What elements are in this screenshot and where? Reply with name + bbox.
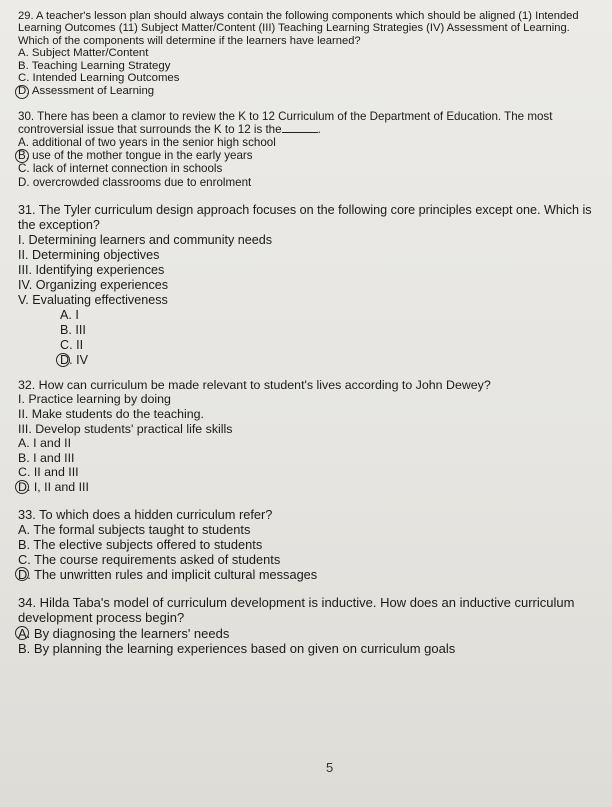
principle-3: III. Develop students' practical life skills xyxy=(18,421,233,436)
principle-4: IV. Organizing experiences xyxy=(18,277,169,292)
principle-5: V. Evaluating effectiveness xyxy=(18,292,168,307)
principle-1: I. Practice learning by doing xyxy=(18,392,171,407)
option-c: C. II xyxy=(60,337,84,352)
option-d-circled: D. The unwritten rules and implicit cultural messages xyxy=(18,567,598,582)
answer-blank xyxy=(282,123,318,133)
option-c: C. lack of internet connection in schools xyxy=(18,162,223,176)
option-a: A. The formal subjects taught to students xyxy=(18,521,251,537)
question-32 xyxy=(18,378,598,495)
principle-1: I. Determining learners and community needs xyxy=(18,232,273,247)
option-b: B. The elective subjects offered to students xyxy=(18,536,263,552)
option-c: C. Intended Learning Outcomes xyxy=(18,72,180,85)
question-stem: 33. To which does a hidden curriculum refer? xyxy=(18,506,273,522)
question-31 xyxy=(18,203,598,368)
option-b: B. Teaching Learning Strategy xyxy=(18,59,171,72)
option-d: D. overcrowded classrooms due to enrolment xyxy=(18,175,252,189)
stem-end: . xyxy=(317,122,321,136)
question-30 xyxy=(18,110,598,189)
option-a: A. I xyxy=(60,307,79,322)
question-stem: 32. How can curriculum be made relevant to student's lives according to John Dewey? xyxy=(18,377,491,392)
question-34 xyxy=(18,595,598,657)
page-number: 5 xyxy=(326,760,334,775)
stem-text: 30. There has been a clamor to review the K to 12 Curriculum of the Department of Education. The most controversial issue that surrounds the K to 12 is the xyxy=(18,109,553,136)
option-c: C. The course requirements asked of students xyxy=(18,552,281,568)
option-a-circled: A. By diagnosing the learners' needs xyxy=(18,626,598,642)
option-a: A. Subject Matter/Content xyxy=(18,47,149,60)
option-d-circled: D. I, II and III xyxy=(18,480,598,495)
question-33 xyxy=(18,507,598,583)
principle-2: II. Make students do the teaching. xyxy=(18,407,204,421)
principle-3: III. Identifying experiences xyxy=(18,262,165,277)
question-stem: 34. Hilda Taba's model of curriculum development is inductive. How does an inductive curriculum development process begin? xyxy=(18,594,575,626)
question-stem: 29. A teacher's lesson plan should always contain the following components which should be aligned (1) Intended Learning Outcomes (11) Subject Matter/Content (III) Teaching Learning Strategies (IV) Assessment of Learning. Which of the components will determine if the learners have learned? xyxy=(18,10,579,47)
question-stem: 31. The Tyler curriculum design approach focuses on the following core principles except one. Which is the exception? xyxy=(18,202,592,232)
option-d-circled: D. IV xyxy=(18,353,598,368)
option-b: B. III xyxy=(60,322,86,337)
option-a: A. additional of two years in the senior high school xyxy=(18,136,276,149)
option-b-circled: B. use of the mother tongue in the early years xyxy=(18,149,598,162)
question-29 xyxy=(18,10,598,98)
option-d-circled: D. Assessment of Learning xyxy=(18,85,598,98)
option-c: C. II and III xyxy=(18,465,79,480)
principle-2: II. Determining objectives xyxy=(18,247,160,262)
option-b: B. I and III xyxy=(18,450,75,465)
question-stem xyxy=(18,110,598,136)
option-b: B. By planning the learning experiences based on given on curriculum goals xyxy=(18,641,456,657)
option-a: A. I and II xyxy=(18,436,72,451)
